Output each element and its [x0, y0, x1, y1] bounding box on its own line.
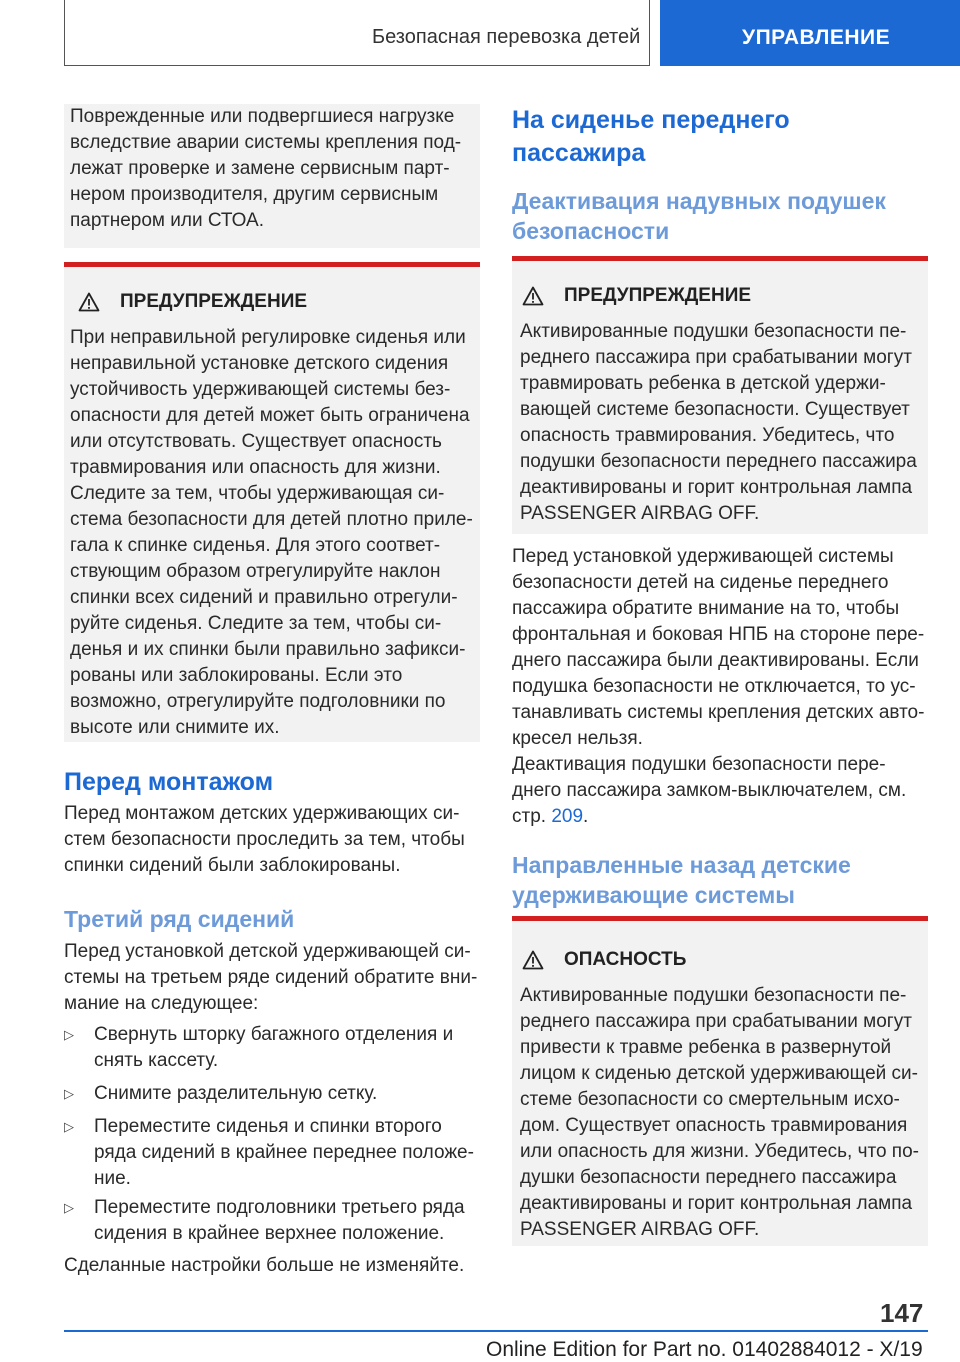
footer-edition: Online Edition for Part no. 01402884012 - X/19 — [486, 1338, 923, 1361]
text-line: рованы или заблокированы. Если это — [70, 665, 403, 686]
warning-triangle-icon — [522, 950, 544, 970]
third-row-text — [64, 939, 484, 1017]
text-line: опасности для детей может быть ограничена — [70, 405, 470, 426]
text-line: Переместите сиденья и спинки второго — [94, 1116, 442, 1137]
heading-deactivation — [512, 186, 886, 246]
bullet-triangle-icon: ▷ — [64, 1027, 74, 1042]
text-line: днего пассажира замком-выключателем, см. — [512, 780, 907, 801]
text-line: Следите за тем, чтобы удерживающая си- — [70, 483, 445, 504]
text-line: днего пассажира были деактивированы. Если — [512, 650, 919, 671]
text-line — [512, 804, 932, 830]
heading-rear-facing — [512, 850, 851, 910]
text-line: Переместите подголовники третьего ряда — [94, 1197, 465, 1218]
text-line: реднего пассажира при срабатывании могут — [520, 347, 912, 368]
text-line: Деактивация подушки безопасности пере- — [512, 754, 886, 775]
text-line: ние. — [94, 1168, 131, 1189]
text-line: Свернуть шторку багажного отделения и — [94, 1024, 454, 1045]
page-number: 147 — [880, 1298, 924, 1328]
text-line: руйте сиденья. Следите за тем, чтобы си- — [70, 613, 442, 634]
text-line: Активированные подушки безопасности пе- — [520, 321, 907, 342]
text-line: фронтальная и боковая НПБ на стороне пере- — [512, 624, 925, 645]
list-item — [64, 1022, 484, 1074]
text-line: ствующим образом отрегулируйте наклон — [70, 561, 441, 582]
text-line: лежат проверке и замене сервисным парт- — [70, 158, 450, 179]
danger-box — [512, 916, 928, 1246]
text-line: высоте или снимите их. — [70, 717, 280, 738]
text-line: стемы на третьем ряде сидений обратите вни- — [64, 967, 478, 988]
text-line: деактивированы и горит контрольная лампа — [520, 477, 913, 498]
text-line: PASSENGER AIRBAG OFF. — [520, 503, 760, 524]
text-line: стема безопасности для детей плотно приле- — [70, 509, 473, 530]
text-line: спинки всех сидений и правильно отрегули- — [70, 587, 458, 608]
page-ref-link[interactable]: 209 — [551, 806, 584, 827]
text-line: или отсутствовать. Существует опасность — [70, 431, 442, 452]
text-line: устойчивость удерживающей системы без- — [70, 379, 451, 400]
text-line: безопасности детей на сиденье переднего — [512, 572, 889, 593]
install-text — [512, 544, 932, 752]
text-line: травмирования или опасность для жизни. — [70, 457, 441, 478]
text-line: или опасность для жизни. Убедитесь, что по- — [520, 1141, 919, 1162]
page-ref-suffix: . — [583, 806, 589, 827]
text-line: Снимите разделительную сетку. — [94, 1083, 378, 1104]
note-text — [70, 104, 480, 234]
text-line: нером производителя, другим сервисным — [70, 184, 439, 205]
text-line: Направленные назад детские — [512, 852, 851, 878]
warning-text — [70, 325, 480, 741]
text-line: стеме безопасности со смертельным исхо- — [520, 1089, 900, 1110]
bullet-triangle-icon: ▷ — [64, 1200, 74, 1215]
list-item — [64, 1081, 484, 1107]
text-line: Перед установкой удерживающей системы — [512, 546, 894, 567]
header-title: Безопасная перевозка детей — [372, 26, 641, 48]
page-ref-prefix: стр. — [512, 806, 552, 827]
text-line: душки безопасности переднего пассажира — [520, 1167, 897, 1188]
text-line: деактивированы и горит контрольная лампа — [520, 1193, 913, 1214]
warning-box-airbag — [512, 256, 928, 534]
list-item — [64, 1195, 484, 1247]
text-line: гала к спинке сиденья. Для этого соответ- — [70, 535, 441, 556]
text-line: ряда сидений в крайнее переднее положе- — [94, 1142, 474, 1163]
text-line: вследствие аварии системы крепления под- — [70, 132, 462, 153]
text-line: PASSENGER AIRBAG OFF. — [520, 1219, 760, 1240]
text-line: партнером или СТОА. — [70, 210, 264, 231]
text-line: снять кассету. — [94, 1050, 219, 1071]
list-item — [64, 1114, 484, 1192]
danger-heading — [522, 949, 686, 971]
text-line: удерживающие системы — [512, 882, 795, 908]
warning-label: ПРЕДУПРЕЖДЕНИЕ — [120, 291, 308, 312]
text-line: опасность травмирования. Убедитесь, что — [520, 425, 895, 446]
bullet-triangle-icon: ▷ — [64, 1086, 74, 1101]
warning-triangle-icon — [522, 286, 544, 306]
text-line: На сиденье переднего — [512, 106, 790, 134]
footer-divider — [64, 1330, 928, 1332]
text-line: Активированные подушки безопасности пе- — [520, 985, 907, 1006]
text-line: подушки безопасности переднего пассажира — [520, 451, 917, 472]
text-line: привести к травме ребенка в развернутой — [520, 1037, 892, 1058]
text-line: реднего пассажира при срабатывании могут — [520, 1011, 912, 1032]
text-line: Деактивация надувных подушек — [512, 188, 886, 214]
text-line: подушка безопасности не отключается, то ус- — [512, 676, 916, 697]
warning-triangle-icon — [78, 292, 100, 312]
text-line: дом. Существует опасность травмирования — [520, 1115, 908, 1136]
text-line: танавливать системы крепления детских авто- — [512, 702, 925, 723]
text-line: мание на следующее: — [64, 993, 259, 1014]
text-line: вающей системе безопасности. Существует — [520, 399, 910, 420]
text-line: кресел нельзя. — [512, 728, 643, 749]
bullet-triangle-icon: ▷ — [64, 1119, 74, 1134]
before-install-text — [64, 801, 484, 879]
text-line: безопасности — [512, 218, 670, 244]
danger-label: ОПАСНОСТЬ — [564, 949, 687, 970]
text-line: Перед установкой детской удерживающей си- — [64, 941, 471, 962]
header-section-tab — [660, 0, 960, 66]
text-line: денья и их спинки были правильно зафикси- — [70, 639, 466, 660]
header-section-label: УПРАВЛЕНИЕ — [742, 26, 891, 49]
warning-heading — [78, 291, 307, 313]
text-line: травмировать ребенка в детской удержи- — [520, 373, 886, 394]
warning-box-seat — [64, 262, 480, 742]
text-line: возможно, отрегулируйте подголовники по — [70, 691, 446, 712]
text-line: пассажира обратите внимание на то, чтобы — [512, 598, 900, 619]
text-line: При неправильной регулировке сиденья или — [70, 327, 466, 348]
heading-third-row: Третий ряд сидений — [64, 906, 295, 932]
text-line: лицом к сиденью детской удерживающей си- — [520, 1063, 918, 1084]
heading-front-passenger — [512, 104, 790, 170]
text-line: спинки сидений были заблокированы. — [64, 855, 401, 876]
text-line: неправильной установке детского сидения — [70, 353, 449, 374]
closing-text: Сделанные настройки больше не изменяйте. — [64, 1255, 465, 1276]
danger-text — [520, 983, 928, 1243]
text-line: сидения в крайнее верхнее положение. — [94, 1223, 445, 1244]
text-line: Перед монтажом детских удерживающих си- — [64, 803, 460, 824]
warning-text — [520, 319, 928, 527]
deactivation-text — [512, 752, 932, 830]
text-line: стем безопасности проследить за тем, чтобы — [64, 829, 465, 850]
warning-heading — [522, 285, 751, 307]
note-box — [64, 104, 480, 248]
warning-label: ПРЕДУПРЕЖДЕНИЕ — [564, 285, 752, 306]
text-line: пассажира — [512, 139, 646, 167]
heading-before-install: Перед монтажом — [64, 768, 274, 796]
text-line: Поврежденные или подвергшиеся нагрузке — [70, 106, 455, 127]
